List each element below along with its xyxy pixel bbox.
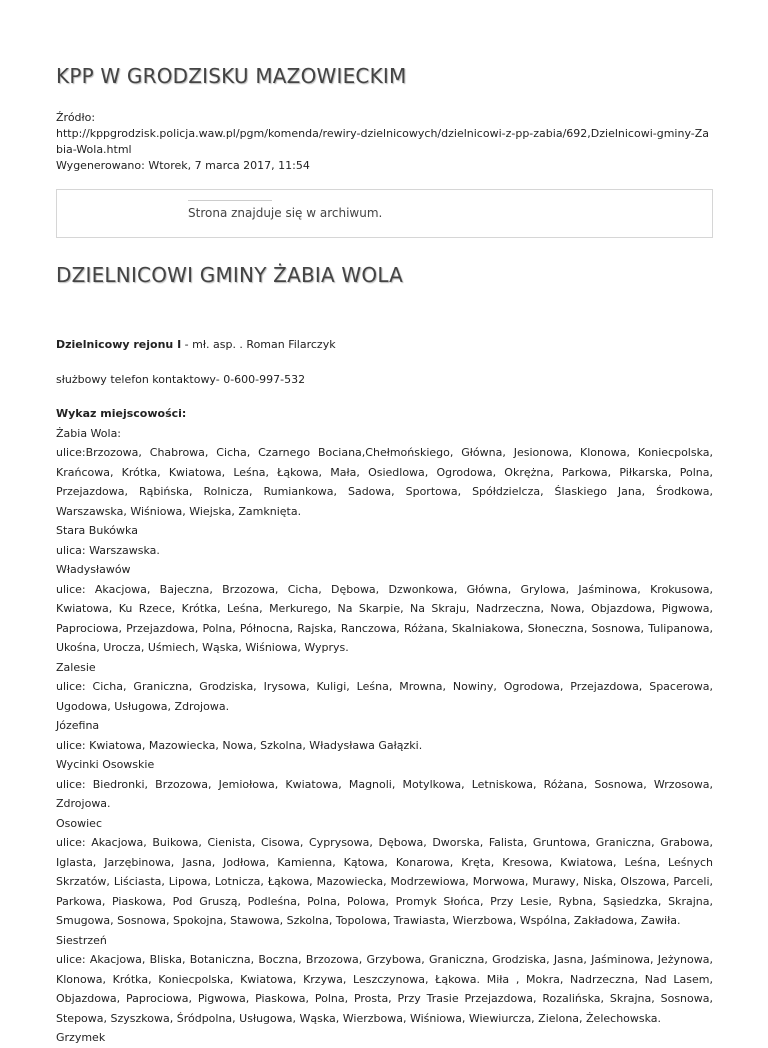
locality-streets: ulice: Kwiatowa, Mazowiecka, Nowa, Szkolna, Władysława Gałązki.	[56, 738, 423, 752]
locality-name: Osowiec	[56, 816, 102, 830]
article-title: DZIELNICOWI GMINY ŻABIA WOLA	[56, 263, 404, 287]
localities-list	[56, 424, 713, 1048]
officer-line	[56, 335, 713, 355]
locality-name: Wycinki Osowskie	[56, 758, 155, 771]
locality-streets: ulice: Akacjowa, Bajeczna, Brzozowa, Cicha, Dębowa, Dzwonkowa, Główna, Grylowa, Jaśminowa, Krokusowa, Kwiatowa, Ku Rzece, Krótka, Leśna, Merkurego, Na Skarpie, Na Skraju, Nadrzeczna, Nowa, Objazdowa, Pigwowa, Paprociowa, Przejazdowa, Polna, Północna, Rajska, Ranczowa, Różana, Skalniakowa, Słoneczna, Sosnowa, Tulipanowa, Ukośna, Urocza, Uśmiech, Wąska, Wiśniowa, Wyprys.	[56, 582, 713, 654]
site-title: KPP W GRODZISKU MAZOWIECKIM	[56, 64, 407, 88]
locality-streets: ulica: Warszawska.	[56, 543, 160, 557]
officer-name: - mł. asp. . Roman Filarczyk	[181, 338, 336, 351]
locality-streets: ulice: Akacjowa, Buikowa, Cienista, Cisowa, Cyprysowa, Dębowa, Dworska, Falista, Gruntowa, Graniczna, Grabowa, Iglasta, Jarzębinowa, Jasna, Jodłowa, Kamienna, Kątowa, Konarowa, Kręta, Kresowa, Kwiatowa, Leśna, Leśnych Skrzatów, Liściasta, Lipowa, Lotnicza, Łąkowa, Mazowiecka, Modrzewiowa, Morwowa, Murawy, Niska, Olszowa, Parceli, Parkowa, Piaskowa, Pod Gruszą, Podleśna, Polna, Polowa, Promyk Słońca, Przy Lesie, Rybna, Sąsiedzka, Skrajna, Smugowa, Sosnowa, Spokojna, Stawowa, Szkolna, Topolowa, Trawiasta, Wierzbowa, Wspólna, Zakładowa, Zawiła.	[56, 836, 713, 927]
generated-date: Wygenerowano: Wtorek, 7 marca 2017, 11:54	[56, 159, 310, 172]
source-url[interactable]: http://kppgrodzisk.policja.waw.pl/pgm/komenda/rewiry-dzielnicowych/dzielnicowi-z-pp-zabia/692,Dzielnicowi-gminy-Zabia-Wola.html	[56, 127, 710, 156]
locality-name: Władysławów	[56, 563, 131, 576]
locality-name: Józefina	[56, 719, 100, 732]
source-label: Źródło:	[56, 111, 96, 124]
phone-line: służbowy telefon kontaktowy- 0-600-997-532	[56, 372, 306, 386]
locality-streets: ulice:Brzozowa, Chabrowa, Cicha, Czarnego Bociana,Chełmońskiego, Główna, Jesionowa, Klonowa, Koniecpolska, Krańcowa, Krótka, Kwiatowa, Leśna, Łąkowa, Mała, Osiedlowa, Ogrodowa, Okrężna, Parkowa, Piłkarska, Polna, Przejazdowa, Rąbińska, Rolnicza, Rumiankowa, Sadowa, Sportowa, Spółdzielcza, Ślaskiego Jana, Środkowa, Warszawska, Wiśniowa, Wiejska, Zamknięta.	[56, 446, 713, 518]
archive-divider	[188, 200, 272, 201]
locality-name: Zalesie	[56, 660, 96, 674]
article-content	[56, 335, 713, 1048]
list-heading: Wykaz miejscowości:	[56, 407, 187, 420]
locality-name: Stara Bukówka	[56, 524, 138, 537]
archive-notice: Strona znajduje się w archiwum.	[188, 206, 383, 220]
locality-name: Grzymek	[56, 1031, 106, 1044]
locality-streets: ulice: Akacjowa, Bliska, Botaniczna, Boczna, Brzozowa, Grzybowa, Graniczna, Grodziska, Jasna, Jaśminowa, Jeżynowa, Klonowa, Krótka, Koniecpolska, Kwiatowa, Krzywa, Leszczynowa, Łąkowa. Miła , Mokra, Nadrzeczna, Nad Lasem, Objazdowa, Paprociowa, Pigwowa, Piaskowa, Polna, Prosta, Przy Trasie Przejazdowa, Rozalińska, Skrajna, Sosnowa, Stepowa, Szyszkowa, Śródpolna, Usługowa, Wąska, Wierzbowa, Wiśniowa, Wiewiurcza, Zielona, Żelechowska.	[56, 953, 713, 1025]
locality-streets: ulice: Biedronki, Brzozowa, Jemiołowa, Kwiatowa, Magnoli, Motylkowa, Letniskowa, Różana, Sosnowa, Wrzosowa, Zdrojowa.	[56, 777, 713, 810]
officer-label: Dzielnicowy rejonu I	[56, 338, 182, 351]
locality-streets: ulice: Cicha, Graniczna, Grodziska, Irysowa, Kuligi, Leśna, Mrowna, Nowiny, Ogrodowa, Przejazdowa, Spacerowa, Ugodowa, Usługowa, Zdrojowa.	[56, 680, 713, 713]
archive-notice-box	[56, 189, 713, 238]
locality-name: Siestrzeń	[56, 933, 107, 947]
source-meta	[56, 110, 713, 174]
locality-name: Żabia Wola:	[56, 426, 122, 440]
